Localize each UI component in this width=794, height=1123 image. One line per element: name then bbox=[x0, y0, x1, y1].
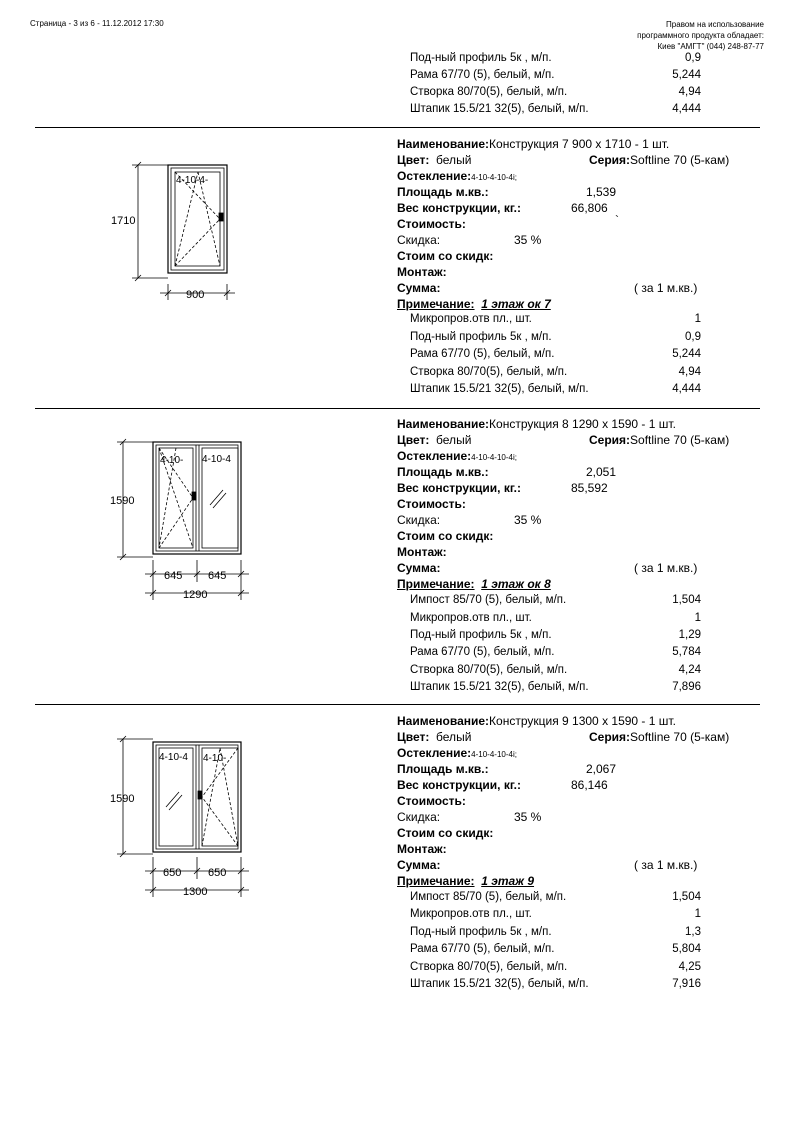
material-value: 4,94 bbox=[678, 86, 701, 98]
material-value: 4,94 bbox=[678, 366, 701, 378]
name-label: Наименование: bbox=[397, 714, 490, 728]
color-value: белый bbox=[436, 433, 472, 447]
series-label: Серия: bbox=[589, 153, 631, 167]
area-label: Площадь м.кв.: bbox=[397, 185, 489, 199]
material-value: 5,804 bbox=[672, 943, 701, 955]
series-value: Softline 70 (5-кам) bbox=[630, 730, 730, 744]
weight-value: 85,592 bbox=[571, 481, 608, 495]
name-label: Наименование: bbox=[397, 417, 490, 431]
construction-7-drawing bbox=[110, 150, 250, 310]
glass-label: 4-10- bbox=[203, 753, 227, 764]
material-value: 1,504 bbox=[672, 891, 701, 903]
glass-label: 4-10-4- bbox=[176, 175, 209, 186]
construction-9-drawing bbox=[100, 727, 260, 902]
discount-value: 35 % bbox=[514, 233, 542, 247]
material-name: Штапик 15.5/21 32(5), белый, м/п. bbox=[410, 103, 589, 115]
material-name: Штапик 15.5/21 32(5), белый, м/п. bbox=[410, 383, 589, 395]
material-name: Штапик 15.5/21 32(5), белый, м/п. bbox=[410, 681, 589, 693]
material-value: 0,9 bbox=[685, 331, 701, 343]
note-value: 1 этаж 9 bbox=[481, 874, 535, 888]
material-value: 1 bbox=[694, 612, 701, 624]
material-value: 1 bbox=[694, 908, 701, 920]
area-value: 2,067 bbox=[586, 762, 617, 776]
material-name: Створка 80/70(5), белый, м/п. bbox=[410, 86, 568, 98]
material-row bbox=[410, 594, 710, 611]
weight-mark: ` bbox=[615, 213, 619, 227]
material-name: Микропров.отв пл., шт. bbox=[410, 612, 532, 624]
material-value: 5,244 bbox=[672, 69, 701, 81]
material-name: Створка 80/70(5), белый, м/п. bbox=[410, 961, 568, 973]
sum-label: Сумма: bbox=[397, 858, 441, 872]
glass-label: 4-10-4 bbox=[159, 752, 188, 763]
installation-label: Монтаж: bbox=[397, 545, 447, 559]
material-row bbox=[410, 908, 710, 925]
per-sqm-label: ( за 1 м.кв.) bbox=[634, 281, 698, 295]
color-value: белый bbox=[436, 153, 472, 167]
material-row bbox=[410, 978, 710, 995]
note-label: Примечание: bbox=[397, 577, 475, 591]
material-row bbox=[410, 86, 710, 103]
dim-width-label: 900 bbox=[186, 289, 205, 301]
rights-line-3: Киев "АМГТ" (044) 248-87-77 bbox=[657, 42, 764, 51]
material-name: Створка 80/70(5), белый, м/п. bbox=[410, 366, 568, 378]
area-value: 2,051 bbox=[586, 465, 617, 479]
weight-value: 66,806 bbox=[571, 201, 608, 215]
material-row bbox=[410, 52, 710, 69]
discount-value: 35 % bbox=[514, 513, 542, 527]
rights-line-2: программного продукта обладает: bbox=[637, 31, 764, 40]
cost-label: Стоимость: bbox=[397, 217, 466, 231]
material-value: 4,25 bbox=[678, 961, 701, 973]
cost-label: Стоимость: bbox=[397, 497, 466, 511]
material-row bbox=[410, 961, 710, 978]
dim-part2-label: 650 bbox=[208, 867, 227, 879]
material-name: Створка 80/70(5), белый, м/п. bbox=[410, 664, 568, 676]
dim-part2-label: 645 bbox=[208, 570, 227, 582]
material-value: 0,9 bbox=[685, 52, 701, 64]
material-row bbox=[410, 313, 710, 330]
sum-label: Сумма: bbox=[397, 561, 441, 575]
per-sqm-label: ( за 1 м.кв.) bbox=[634, 858, 698, 872]
material-value: 7,896 bbox=[672, 681, 701, 693]
area-value: 1,539 bbox=[586, 185, 617, 199]
material-value: 1,29 bbox=[678, 629, 701, 641]
material-row bbox=[410, 646, 710, 663]
rights-holder bbox=[637, 19, 764, 52]
material-row bbox=[410, 612, 710, 629]
material-row bbox=[410, 681, 710, 698]
material-name: Под-ный профиль 5к , м/п. bbox=[410, 52, 552, 64]
weight-label: Вес конструкции, кг.: bbox=[397, 778, 521, 792]
name-label: Наименование: bbox=[397, 137, 490, 151]
material-row bbox=[410, 103, 710, 120]
series-value: Softline 70 (5-кам) bbox=[630, 153, 730, 167]
note-value: 1 этаж ок 8 bbox=[481, 577, 551, 591]
material-name: Рама 67/70 (5), белый, м/п. bbox=[410, 646, 555, 658]
material-name: Импост 85/70 (5), белый, м/п. bbox=[410, 594, 567, 606]
color-label: Цвет: bbox=[397, 153, 430, 167]
installation-label: Монтаж: bbox=[397, 842, 447, 856]
discount-label: Скидка: bbox=[397, 810, 441, 824]
discount-value: 35 % bbox=[514, 810, 542, 824]
dim-width-label: 1300 bbox=[183, 886, 208, 898]
material-name: Микропров.отв пл., шт. bbox=[410, 908, 532, 920]
material-row bbox=[410, 629, 710, 646]
series-label: Серия: bbox=[589, 433, 631, 447]
series-value: Softline 70 (5-кам) bbox=[630, 433, 730, 447]
material-row bbox=[410, 331, 710, 348]
dim-part1-label: 645 bbox=[164, 570, 183, 582]
material-row bbox=[410, 69, 710, 86]
color-label: Цвет: bbox=[397, 433, 430, 447]
material-value: 4,444 bbox=[672, 103, 701, 115]
weight-value: 86,146 bbox=[571, 778, 608, 792]
page-info: Страница - 3 из 6 - 11.12.2012 17:30 bbox=[30, 19, 164, 28]
per-sqm-label: ( за 1 м.кв.) bbox=[634, 561, 698, 575]
glazing-value: 4-10-4-10-4i; bbox=[471, 173, 517, 182]
glass-label: 4-10-4 bbox=[202, 454, 231, 465]
glazing-label: Остекление: bbox=[397, 169, 472, 183]
discount-label: Скидка: bbox=[397, 233, 441, 247]
material-value: 7,916 bbox=[672, 978, 701, 990]
note-label: Примечание: bbox=[397, 297, 475, 311]
note-label: Примечание: bbox=[397, 874, 475, 888]
installation-label: Монтаж: bbox=[397, 265, 447, 279]
material-value: 4,24 bbox=[678, 664, 701, 676]
color-label: Цвет: bbox=[397, 730, 430, 744]
section-divider bbox=[35, 704, 760, 705]
glazing-label: Остекление: bbox=[397, 746, 472, 760]
glass-label: 4-10- bbox=[160, 455, 184, 466]
dim-height-label: 1590 bbox=[110, 793, 135, 805]
material-name: Штапик 15.5/21 32(5), белый, м/п. bbox=[410, 978, 589, 990]
material-row bbox=[410, 891, 710, 908]
material-value: 1,504 bbox=[672, 594, 701, 606]
cost-discounted-label: Стоим со скидк: bbox=[397, 249, 494, 263]
dim-height-label: 1590 bbox=[110, 495, 135, 507]
dim-height-label: 1710 bbox=[111, 215, 136, 227]
material-name: Под-ный профиль 5к , м/п. bbox=[410, 926, 552, 938]
material-name: Рама 67/70 (5), белый, м/п. bbox=[410, 348, 555, 360]
dim-width-label: 1290 bbox=[183, 589, 208, 601]
weight-label: Вес конструкции, кг.: bbox=[397, 481, 521, 495]
sum-label: Сумма: bbox=[397, 281, 441, 295]
color-value: белый bbox=[436, 730, 472, 744]
material-name: Импост 85/70 (5), белый, м/п. bbox=[410, 891, 567, 903]
material-value: 1,3 bbox=[685, 926, 701, 938]
glazing-label: Остекление: bbox=[397, 449, 472, 463]
material-value: 5,244 bbox=[672, 348, 701, 360]
material-row bbox=[410, 664, 710, 681]
material-row bbox=[410, 926, 710, 943]
material-value: 4,444 bbox=[672, 383, 701, 395]
area-label: Площадь м.кв.: bbox=[397, 465, 489, 479]
construction-8-info bbox=[397, 416, 757, 596]
material-name: Под-ный профиль 5к , м/п. bbox=[410, 331, 552, 343]
construction-name: Конструкция 9 1300 x 1590 - 1 шт. bbox=[489, 714, 676, 728]
cost-discounted-label: Стоим со скидк: bbox=[397, 529, 494, 543]
rights-line-1: Правом на использование bbox=[666, 20, 764, 29]
series-label: Серия: bbox=[589, 730, 631, 744]
construction-9-info bbox=[397, 713, 757, 893]
area-label: Площадь м.кв.: bbox=[397, 762, 489, 776]
note-value: 1 этаж ок 7 bbox=[481, 297, 551, 311]
construction-name: Конструкция 8 1290 x 1590 - 1 шт. bbox=[489, 417, 676, 431]
material-name: Рама 67/70 (5), белый, м/п. bbox=[410, 69, 555, 81]
weight-label: Вес конструкции, кг.: bbox=[397, 201, 521, 215]
material-row bbox=[410, 348, 710, 365]
construction-8-drawing bbox=[100, 430, 260, 605]
material-row bbox=[410, 383, 710, 400]
section-divider bbox=[35, 408, 760, 409]
material-row bbox=[410, 943, 710, 960]
construction-name: Конструкция 7 900 x 1710 - 1 шт. bbox=[489, 137, 670, 151]
material-name: Рама 67/70 (5), белый, м/п. bbox=[410, 943, 555, 955]
material-name: Микропров.отв пл., шт. bbox=[410, 313, 532, 325]
material-name: Под-ный профиль 5к , м/п. bbox=[410, 629, 552, 641]
material-value: 5,784 bbox=[672, 646, 701, 658]
glazing-value: 4-10-4-10-4i; bbox=[471, 453, 517, 462]
discount-label: Скидка: bbox=[397, 513, 441, 527]
section-divider bbox=[35, 127, 760, 128]
material-row bbox=[410, 366, 710, 383]
cost-label: Стоимость: bbox=[397, 794, 466, 808]
material-value: 1 bbox=[694, 313, 701, 325]
dim-part1-label: 650 bbox=[163, 867, 182, 879]
glazing-value: 4-10-4-10-4i; bbox=[471, 750, 517, 759]
cost-discounted-label: Стоим со скидк: bbox=[397, 826, 494, 840]
